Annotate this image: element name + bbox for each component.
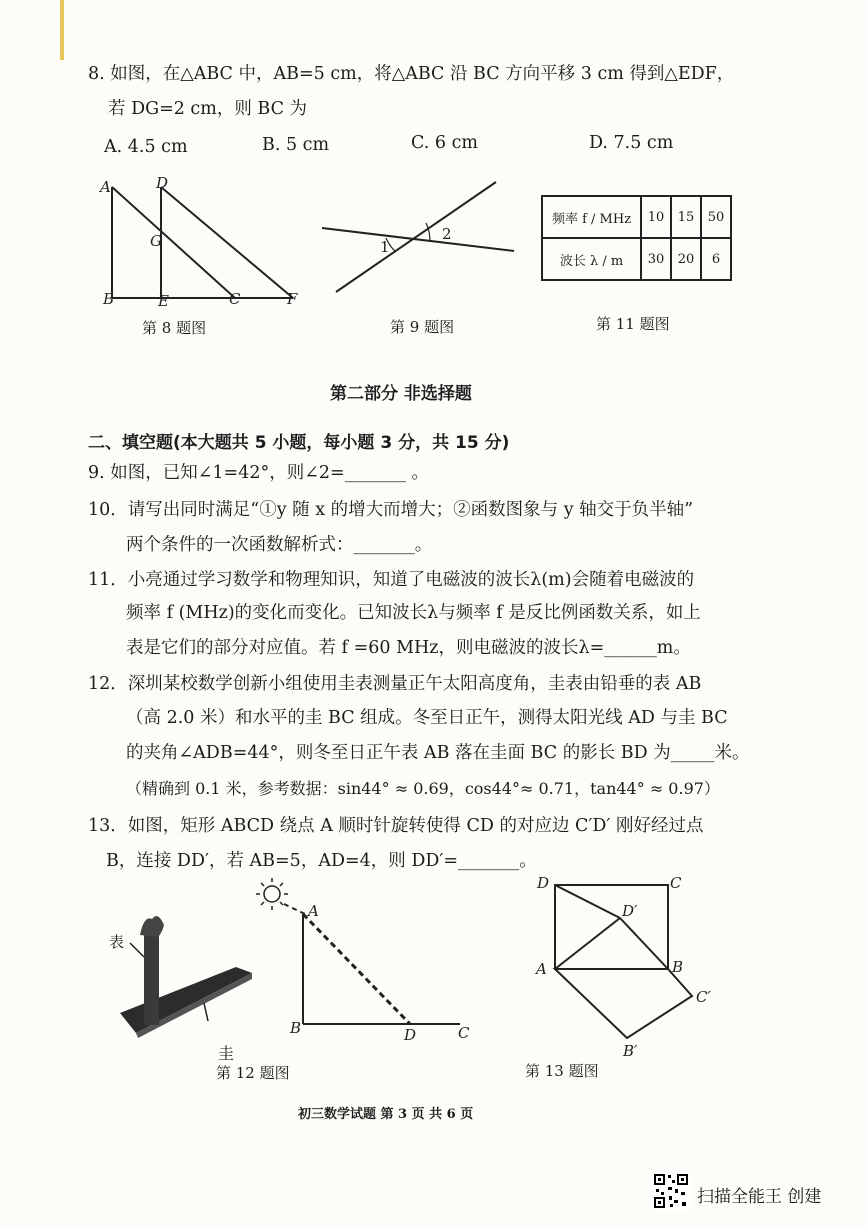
- fig11-table: [541, 195, 732, 281]
- biao-top: [140, 916, 164, 937]
- fig13-label-d: D: [537, 874, 550, 892]
- biao-pillar: [144, 935, 159, 1025]
- table-cell: 30: [641, 238, 671, 280]
- fig12-label-c: C: [458, 1024, 470, 1042]
- fig9-caption: 第 9 题图: [390, 318, 455, 336]
- fig8-label-d: D: [156, 174, 169, 192]
- q8-option-a: A. 4.5 cm: [104, 137, 188, 157]
- q10-line1: 10．请写出同时满足“①y 随 x 的增大而增大；②函数图象与 y 轴交于负半轴”: [88, 500, 694, 520]
- fig8-diagram: [95, 170, 315, 315]
- q8-line1: 8. 如图，在△ABC 中，AB=5 cm，将△ABC 沿 BC 方向平移 3 cm 得到△EDF，: [88, 64, 735, 84]
- page-edge-mark: [60, 0, 64, 60]
- table-cell: 频率 f / MHz: [542, 196, 641, 238]
- table-cell: 波长 λ / m: [542, 238, 641, 280]
- q8-option-d: D. 7.5 cm: [589, 133, 674, 153]
- part2-title: 第二部分 非选择题: [330, 384, 472, 404]
- q11-line1: 11．小亮通过学习数学和物理知识，知道了电磁波的波长λ(m)会随着电磁波的: [88, 570, 695, 590]
- q8-option-b: B. 5 cm: [262, 135, 330, 155]
- table-row: [542, 196, 731, 238]
- table-cell: 6: [701, 238, 731, 280]
- fig8-label-e: E: [158, 292, 169, 310]
- fig9-label-2: 2: [442, 225, 452, 243]
- fig8-line-ac: [112, 187, 235, 298]
- page-footer: 初三数学试题 第 3 页 共 6 页: [298, 1107, 474, 1122]
- fig12-diagram: [250, 870, 480, 1045]
- fig13-caption: 第 13 题图: [525, 1062, 599, 1080]
- sun-rays: [256, 878, 288, 910]
- fig9-line-2: [336, 182, 496, 292]
- q11-line3: 表是它们的部分对应值。若 f =60 MHz，则电磁波的波长λ=______m。: [126, 638, 691, 658]
- fig13-diagram: [530, 868, 730, 1058]
- gui-pointer: [204, 1003, 208, 1021]
- q11-line2: 频率 f (MHz)的变化而变化。已知波长λ与频率 f 是反比例函数关系，如上: [126, 603, 701, 623]
- fig9-angle2-arc: [426, 223, 430, 242]
- biao-pointer: [130, 943, 144, 957]
- table-cell: 15: [671, 196, 701, 238]
- fig12-label-d: D: [404, 1026, 417, 1044]
- q8-option-c: C. 6 cm: [411, 133, 478, 153]
- fig13-rect-ab-c-b: [555, 969, 692, 1038]
- fig8-caption: 第 8 题图: [142, 319, 207, 337]
- scanner-watermark-text: 扫描全能王 创建: [697, 1187, 822, 1207]
- q8-line2: 若 DG=2 cm，则 BC 为: [108, 99, 308, 119]
- fig8-line-df: [161, 187, 293, 298]
- fig12-label-a: A: [308, 902, 319, 920]
- fig13-line-ad: [555, 918, 620, 969]
- q13-line1: 13．如图，矩形 ABCD 绕点 A 顺时针旋转使得 CD 的对应边 C′D′ 刚好经过点: [88, 816, 704, 836]
- table-cell: 10: [641, 196, 671, 238]
- fig13-label-cprime: C′: [696, 988, 711, 1006]
- fig9-label-1: 1: [380, 238, 390, 256]
- fig8-label-g: G: [150, 232, 162, 250]
- q12-line1: 12．深圳某校数学创新小组使用圭表测量正午太阳高度角，圭表由铅垂的表 AB: [88, 674, 702, 694]
- fig12-gnomon-photo: [100, 905, 260, 1070]
- sun-icon: [264, 886, 280, 902]
- fig8-label-c: C: [229, 290, 241, 308]
- q10-line2: 两个条件的一次函数解析式：_______。: [126, 535, 433, 555]
- fig8-label-f: F: [287, 290, 298, 308]
- q12-line4: （精确到 0.1 米，参考数据：sin44° ≈ 0.69，cos44°≈ 0.71，tan44° ≈ 0.97）: [126, 779, 720, 798]
- fig13-label-bprime: B′: [623, 1042, 638, 1058]
- section2-title: 二、填空题(本大题共 5 小题，每小题 3 分，共 15 分): [88, 433, 510, 453]
- fig13-line-db: [620, 918, 668, 969]
- fig9-line-1: [322, 228, 514, 251]
- fig11-caption: 第 11 题图: [596, 315, 670, 333]
- q13-line2: B，连接 DD′，若 AB=5，AD=4，则 DD′=_______。: [106, 851, 537, 871]
- gui-base-shape: [120, 967, 252, 1033]
- fig12-label-gui: 圭: [218, 1044, 235, 1063]
- fig13-label-a: A: [536, 960, 547, 978]
- q12-line2: （高 2.0 米）和水平的圭 BC 组成。冬至日正午，测得太阳光线 AD 与圭 BC: [126, 708, 728, 728]
- table-cell: 20: [671, 238, 701, 280]
- fig8-label-a: A: [100, 178, 111, 196]
- fig13-label-b: B: [672, 958, 684, 976]
- fig13-label-c: C: [670, 874, 682, 892]
- q12-line3: 的夹角∠ADB=44°，则冬至日正午表 AB 落在圭面 BC 的影长 BD 为_____米。: [126, 743, 750, 763]
- fig12-line-ad: [303, 914, 410, 1024]
- qr-code-icon: [652, 1172, 690, 1210]
- fig9-diagram: [318, 175, 528, 300]
- fig12-label-b: B: [290, 1019, 302, 1037]
- q9-text: 9. 如图，已知∠1=42°，则∠2=_______ 。: [88, 463, 430, 483]
- table-cell: 50: [701, 196, 731, 238]
- fig13-label-dprime: D′: [622, 902, 638, 920]
- table-row: [542, 238, 731, 280]
- fig12-caption: 第 12 题图: [216, 1064, 290, 1082]
- fig12-sunray: [284, 904, 305, 914]
- fig13-line-dd: [555, 885, 620, 918]
- fig12-label-biao: 表: [109, 933, 125, 951]
- fig8-label-b: B: [103, 290, 115, 308]
